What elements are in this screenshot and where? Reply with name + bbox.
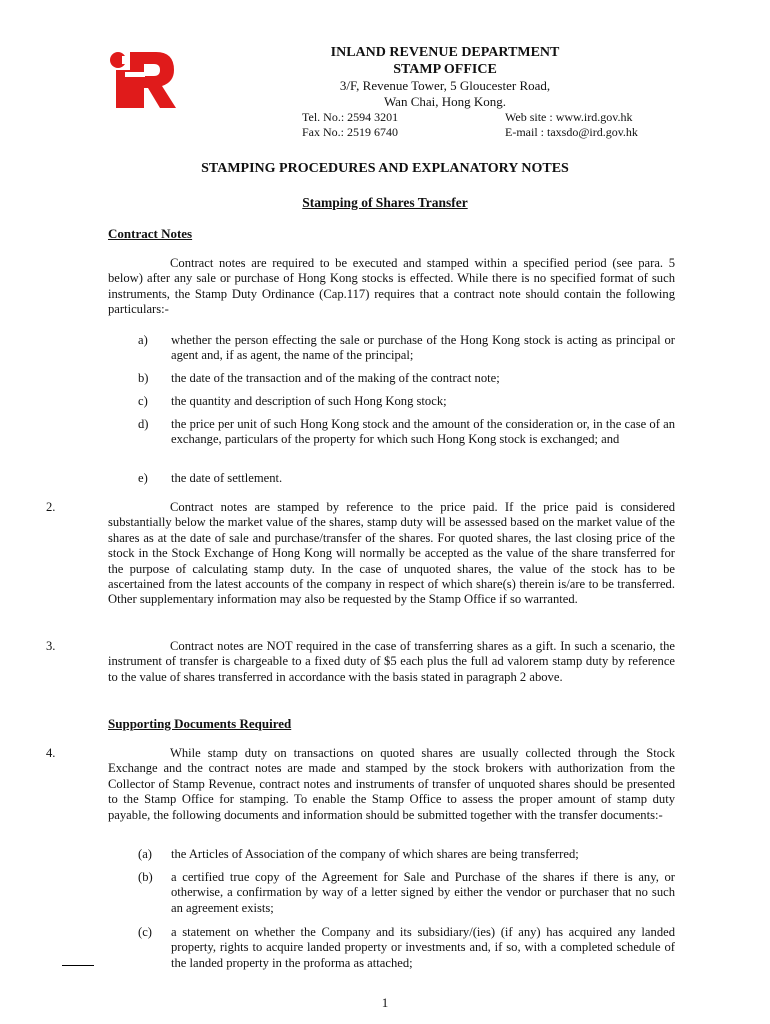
list-text: the quantity and description of such Hong Kong stock; [171, 394, 447, 408]
list-label: (a) [138, 847, 152, 861]
footnote-rule [62, 965, 94, 966]
website: Web site : www.ird.gov.hk [505, 110, 633, 124]
paragraph-number: 3. [46, 639, 56, 653]
list-text: whether the person effecting the sale or purchase of the Hong Kong stock is acting as principal or agent and, if as agent, the name of the principal; [171, 333, 675, 363]
paragraph-4 [46, 746, 675, 823]
fax: Fax No.: 2519 6740 [302, 125, 398, 139]
paragraph-text: Contract notes are stamped by reference to the price paid. If the price paid is considered substantially below the market value of the shares, stamp duty will be assessed based on the market value of the shares as at the date of sale and purchase/transfer of the shares. For quoted shares, the last closing price of the stock in the Stock Exchange of Hong Kong will normally be accepted as the value of the share transferred for the purpose of calculating stamp duty. In the case of unquoted shares, the value of the stock has to be ascertained from the latest accounts of the company in respect of which share(s) therein is/are to be transferred. Other supplementary information may also be requested by the Stamp Office if so warranted. [108, 500, 675, 607]
paragraph-2 [46, 500, 675, 608]
list-label: (c) [138, 925, 152, 939]
list-text: the date of the transaction and of the making of the contract note; [171, 371, 500, 385]
list-text: the price per unit of such Hong Kong stock and the amount of the consideration or, in the case of an exchange, particulars of the property for which such Hong Kong stock is exchanged; and [171, 417, 675, 447]
document-subtitle: Stamping of Shares Transfer [302, 195, 468, 210]
email: E-mail : taxsdo@ird.gov.hk [505, 125, 638, 139]
department-name: INLAND REVENUE DEPARTMENT [330, 45, 560, 60]
document-title: STAMPING PROCEDURES AND EXPLANATORY NOTES [201, 161, 569, 176]
list-label: b) [138, 371, 149, 385]
list-label: d) [138, 417, 149, 431]
list-text: a statement on whether the Company and its subsidiary/(ies) (if any) has acquired any landed property, rights to acquire landed property or investments and, if so, with a completed schedule of the landed property in the proforma as attached; [171, 925, 675, 970]
address-line-2: Wan Chai, Hong Kong. [383, 94, 507, 109]
paragraph-text: Contract notes are NOT required in the case of transferring shares as a gift. In such a scenario, the instrument of transfer is chargeable to a fixed duty of $5 each plus the full ad valorem stamp duty by reference to the value of shares transferred in accordance with the basis stated in paragraph 2 above. [108, 639, 675, 684]
list-text: the Articles of Association of the company of which shares are being transferred; [171, 847, 579, 861]
paragraph-number: 2. [46, 500, 56, 514]
section-heading-contract-notes: Contract Notes [108, 226, 193, 241]
list-text: a certified true copy of the Agreement for Sale and Purchase of the shares if there is any, or otherwise, a confirmation by way of a letter signed by either the vendor or purchaser that no such an agreement exists; [171, 870, 675, 915]
list-label: c) [138, 394, 148, 408]
office-name: STAMP OFFICE [393, 62, 497, 77]
list-text: the date of settlement. [171, 471, 283, 485]
paragraph-text: While stamp duty on transactions on quoted shares are usually collected through the Stock Exchange and the contract notes are made and stamped by the stock brokers with authorization from the Collector of Stamp Revenue, contract notes and instruments of transfer of unquoted shares should be presented to the Stamp Office for stamping. To enable the Stamp Office to assess the proper amount of stamp duty payable, the following documents and information should be submitted together with the transfer documents:- [108, 746, 675, 822]
telephone: Tel. No.: 2594 3201 [302, 110, 399, 124]
section-heading-supporting-documents: Supporting Documents Required [108, 716, 292, 731]
page-number: 1 [381, 995, 389, 1010]
paragraph-1: Contract notes are required to be executed and stamped within a specified period (see para. 5 below) after any sale or purchase of Hong Kong stocks is effected. While there is no specified format of such instruments, the Stamp Duty Ordinance (Cap.117) requires that a contract note should contain the following particulars:- [108, 256, 675, 317]
list-label: (b) [138, 870, 153, 884]
paragraph-3 [46, 639, 675, 685]
ird-logo [108, 48, 178, 110]
paragraph-number: 4. [46, 746, 56, 760]
list-label: e) [138, 471, 148, 485]
list-label: a) [138, 333, 148, 347]
address-line-1: 3/F, Revenue Tower, 5 Gloucester Road, [339, 78, 551, 93]
